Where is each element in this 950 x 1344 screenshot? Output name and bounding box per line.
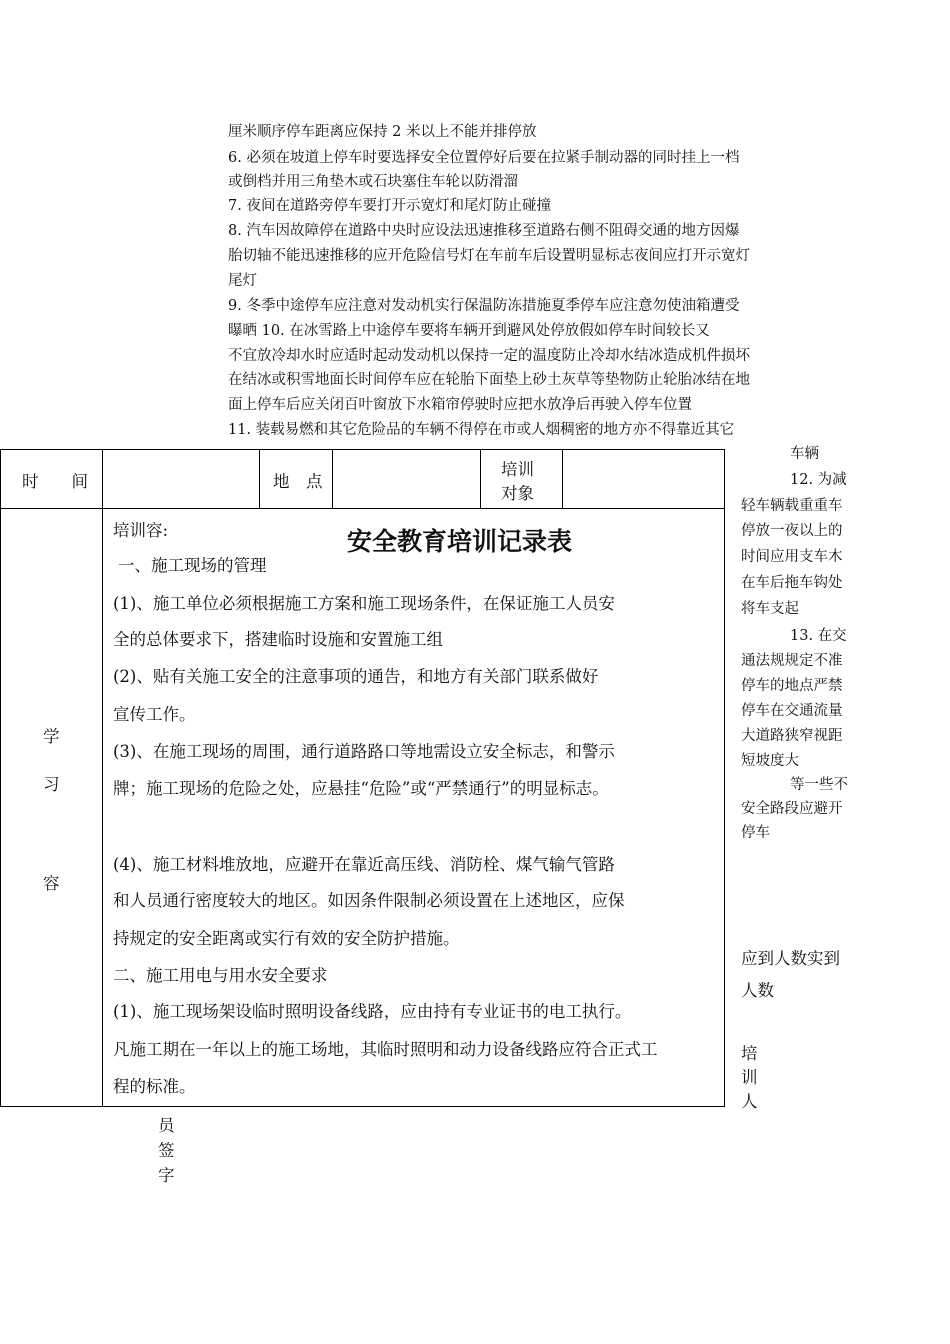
side-line-1: 车辆 xyxy=(790,446,819,462)
table-col-divider-4 xyxy=(480,449,481,509)
top-line-3: 或倒档并用三角垫木或石块塞住车轮以防滑溜 xyxy=(228,174,518,190)
trainee-sign-char-5: 签 xyxy=(158,1141,175,1160)
table-col-divider-5 xyxy=(562,449,563,509)
trainee-sign-char-4: 员 xyxy=(158,1116,175,1135)
side-line-10: 停车的地点严禁 xyxy=(741,678,843,694)
side-line-8: 13. 在交 xyxy=(790,628,847,644)
side-line-6: 在车后拖车钩处 xyxy=(741,575,843,591)
attendance-label-line1: 应到人数实到 xyxy=(741,949,840,968)
content-line-7: 牌；施工现场的危险之处，应悬挂“危险”或“严禁通行”的明显标志。 xyxy=(113,779,609,798)
page-title: 安全教育培训记录表 xyxy=(347,527,573,556)
table-row-divider xyxy=(0,508,725,509)
side-line-15: 安全路段应避开 xyxy=(741,801,843,817)
attendance-label-line2: 人数 xyxy=(741,981,774,1000)
content-line-3: 全的总体要求下，搭建临时设施和安置施工组 xyxy=(113,630,443,649)
time-label: 时 间 xyxy=(22,472,88,491)
content-line-10: 持规定的安全距离或实行有效的安全防护措施。 xyxy=(113,929,460,948)
side-line-7: 将车支起 xyxy=(741,601,799,617)
audience-label-line1: 培训 xyxy=(501,460,534,479)
trainee-sign-char-1: 培 xyxy=(741,1044,758,1063)
side-line-13: 短坡度大 xyxy=(741,753,799,769)
content-line-13: 凡施工期在一年以上的施工场地，其临时照明和动力设备线路应符合正式工 xyxy=(113,1040,658,1059)
table-border-left xyxy=(0,449,1,1107)
content-line-5: 宣传工作。 xyxy=(113,705,196,724)
content-line-8: (4)、施工材料堆放地，应避开在靠近高压线、消防栓、煤气输气管路 xyxy=(113,855,615,874)
side-line-12: 大道路狭窄视距 xyxy=(741,728,843,744)
top-line-13: 11. 装载易燃和其它危险品的车辆不得停在市或人烟稠密的地方亦不得靠近其它 xyxy=(228,422,735,438)
top-line-9: 曝晒 10. 在冰雪路上中途停车要将车辆开到避风处停放假如停车时间较长又 xyxy=(228,323,710,339)
trainee-sign-char-6: 字 xyxy=(158,1166,175,1185)
top-line-4: 7. 夜间在道路旁停车要打开示宽灯和尾灯防止碰撞 xyxy=(228,198,551,214)
content-line-4: (2)、贴有关施工安全的注意事项的通告，和地方有关部门联系做好 xyxy=(113,667,599,686)
table-col-divider-2 xyxy=(259,449,260,509)
study-label-char-3: 容 xyxy=(43,874,60,893)
content-line-6: (3)、在施工现场的周围，通行道路路口等地需设立安全标志，和警示 xyxy=(113,742,615,761)
content-line-9: 和人员通行密度较大的地区。如因条件限制必须设置在上述地区，应保 xyxy=(113,891,625,910)
top-line-11: 在结冰或积雪地面长时间停车应在轮胎下面垫上砂土灰草等垫物防止轮胎冰结在地 xyxy=(228,372,750,388)
side-line-11: 停车在交通流量 xyxy=(741,703,843,719)
side-line-9: 通法规规定不准 xyxy=(741,653,843,669)
side-line-14: 等一些不 xyxy=(790,777,848,793)
content-line-12: (1)、施工现场架设临时照明设备线路，应由持有专业证书的电工执行。 xyxy=(113,1002,632,1021)
table-border-top xyxy=(0,449,725,450)
content-line-14: 程的标准。 xyxy=(113,1077,196,1096)
top-line-12: 面上停车后应关闭百叶窗放下水箱帘停驶时应把水放净后再驶入停车位置 xyxy=(228,397,692,413)
side-line-16: 停车 xyxy=(741,825,770,841)
content-label: 培训容: xyxy=(113,521,169,540)
audience-label-line2: 对象 xyxy=(501,484,534,503)
top-line-5: 8. 汽车因故障停在道路中央时应设法迅速推移至道路右侧不阻碍交通的地方因爆 xyxy=(228,223,740,239)
top-line-1: 厘米顺序停车距离应保持 2 米以上不能并排停放 xyxy=(228,124,537,140)
trainee-sign-char-2: 训 xyxy=(741,1068,758,1087)
top-line-10: 不宜放冷却水时应适时起动发动机以保持一定的温度防止冷却水结冰造成机件损坏 xyxy=(228,348,750,364)
top-line-6: 胎切轴不能迅速推移的应开危险信号灯在车前车后设置明显标志夜间应打开示宽灯 xyxy=(228,248,750,264)
top-line-2: 6. 必须在坡道上停车时要选择安全位置停好后要在拉紧手制动器的同时挂上一档 xyxy=(228,150,740,166)
table-border-right xyxy=(724,449,725,1107)
study-label-char-1: 学 xyxy=(43,727,60,746)
side-line-3: 轻车辆载重重车 xyxy=(741,498,843,514)
table-border-bottom xyxy=(0,1106,725,1107)
place-label: 地 点 xyxy=(273,472,323,491)
content-line-2: (1)、施工单位必须根据施工方案和施工现场条件，在保证施工人员安 xyxy=(113,594,615,613)
side-line-5: 时间应用支车木 xyxy=(741,549,843,565)
side-line-2: 12. 为减 xyxy=(790,472,847,488)
study-label-char-2: 习 xyxy=(43,775,60,794)
table-col-divider-1 xyxy=(102,449,103,1107)
side-line-4: 停放一夜以上的 xyxy=(741,523,843,539)
table-col-divider-3 xyxy=(332,449,333,509)
top-line-7: 尾灯 xyxy=(228,273,257,289)
content-line-1: 一、施工现场的管理 xyxy=(118,556,267,575)
content-line-11: 二、施工用电与用水安全要求 xyxy=(113,966,328,985)
trainee-sign-char-3: 人 xyxy=(741,1092,758,1111)
top-line-8: 9. 冬季中途停车应注意对发动机实行保温防冻措施夏季停车应注意勿使油箱遭受 xyxy=(228,298,740,314)
